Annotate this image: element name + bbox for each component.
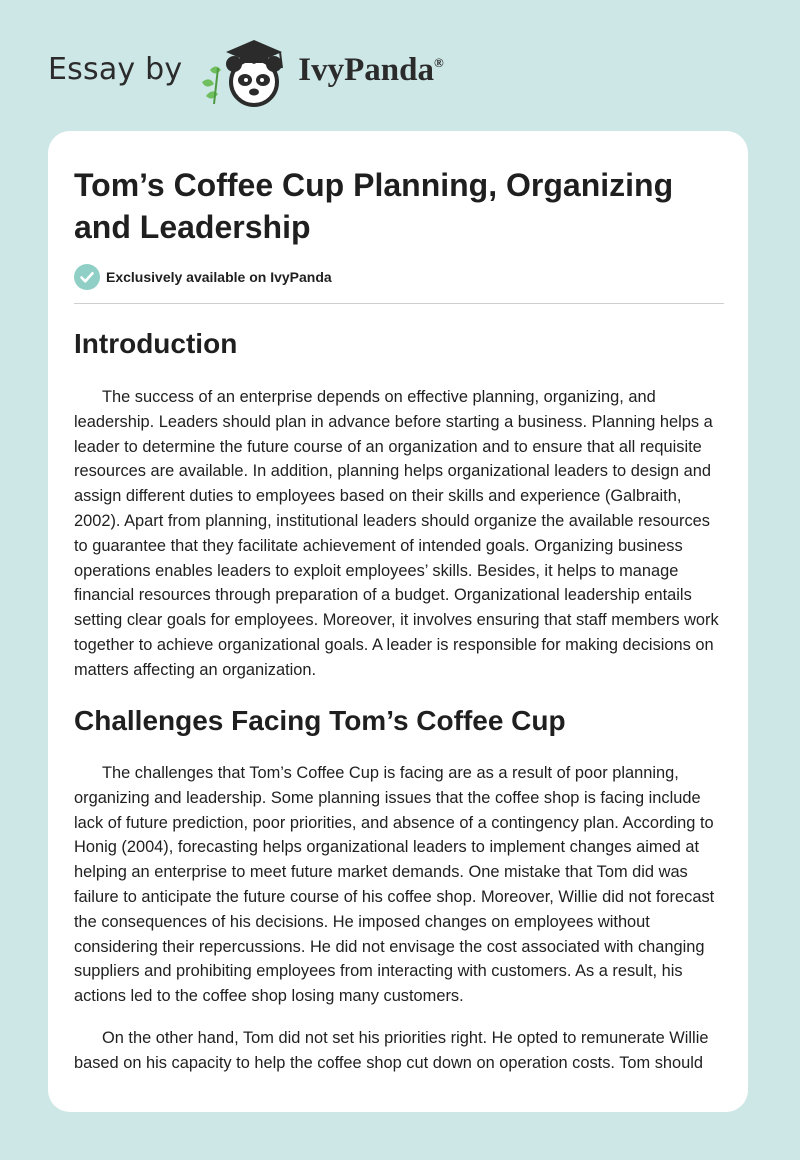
paragraph-challenges-2: On the other hand, Tom did not set his priorities right. He opted to remunerate Willie based on his capacity to help the coffee shop cut down on operation costs. Tom should <box>74 1029 709 1072</box>
essay-by-label: Essay by <box>48 52 183 87</box>
section-heading-introduction: Introduction <box>74 328 238 359</box>
paragraph-challenges-1: The challenges that Tom’s Coffee Cup is facing are as a result of poor planning, organizing and leadership. Some planning issues that the coffee shop is facing include lack of future prediction, poor priorities, and absence of a contingency plan. According to Honig (2004), forecasting helps organizational leaders to implement changes aimed at helping an enterprise to meet future market demands. One mistake that Tom did was failure to anticipate the future course of his coffee shop. Moreover, Willie did not forecast the consequences of his decisions. He imposed changes on employees without considering their repercussions. He did not envisage the cost associated with changing suppliers and prohibiting employees from interacting with customers. As a result, his actions led to the coffee shop losing many customers. <box>74 764 715 1006</box>
site-header <box>48 30 468 110</box>
registered-mark: ® <box>434 54 444 70</box>
panda-graduate-icon <box>196 30 292 110</box>
brand-name[interactable]: IvyPanda® <box>298 51 444 88</box>
divider <box>74 303 724 304</box>
availability-badge <box>74 264 332 290</box>
availability-text: Exclusively available on IvyPanda <box>106 269 332 285</box>
ivy-leaves-icon <box>202 67 221 105</box>
page-title: Tom’s Coffee Cup Planning, Organizing and Leadership <box>74 167 674 245</box>
check-circle-icon <box>74 264 100 290</box>
essay-card <box>48 131 748 1112</box>
paragraph-introduction: The success of an enterprise depends on effective planning, organizing, and leadership. Leaders should plan in advance before starting a business. Planning helps a leader to determine the future course of an organization and to ensure that all requisite resources are available. In addition, planning helps organizational leaders to design and assign different duties to employees based on their skills and experience (Galbraith, 2002). Apart from planning, institutional leaders should organize the available resources to guarantee that they facilitate achievement of intended goals. Organizing business operations enables leaders to exploit employees’ skills. Besides, it helps to manage financial resources through preparation of a budget. Organizational leadership entails setting clear goals for employees. Moreover, it involves ensuring that staff members work together to achieve organizational goals. A leader is responsible for making decisions on matters affecting an organization. <box>74 388 719 679</box>
section-heading-challenges: Challenges Facing Tom’s Coffee Cup <box>74 705 566 736</box>
